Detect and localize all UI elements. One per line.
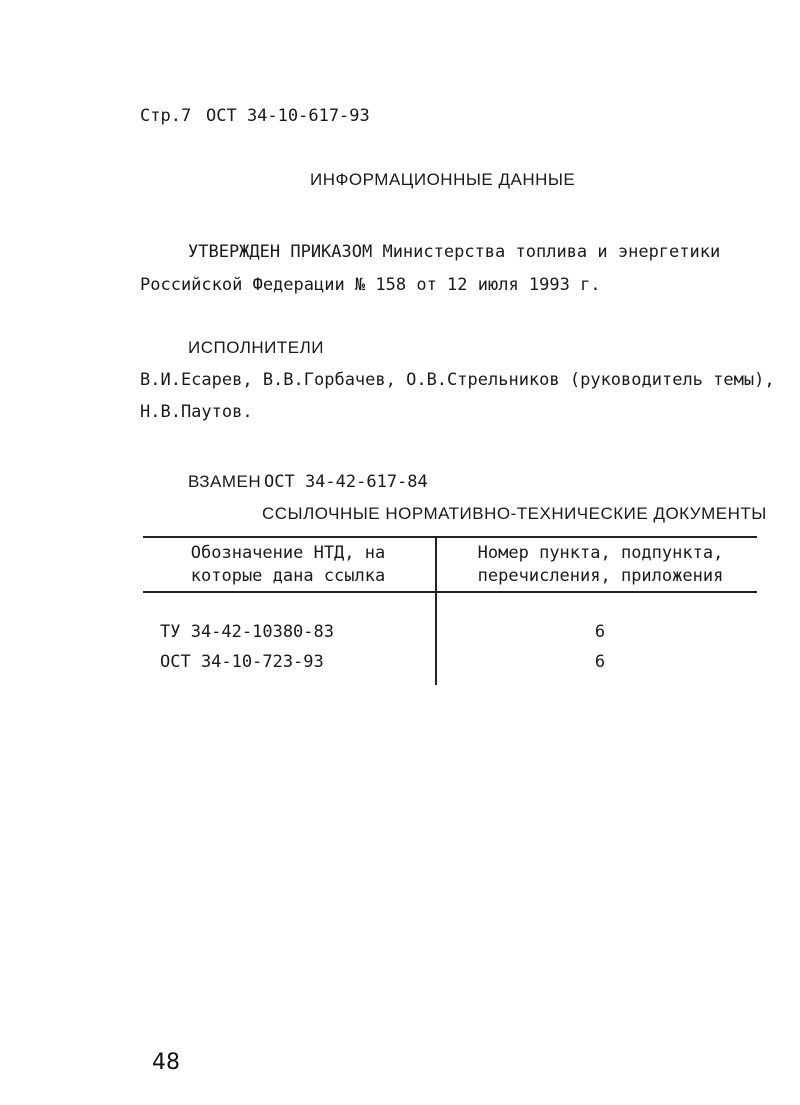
col2-header-line-2: перечисления, приложения <box>477 566 724 586</box>
page-number: 48 <box>152 1050 180 1075</box>
replaces-label: ВЗАМЕН <box>188 472 262 491</box>
performers-line-2: Н.В.Паутов. <box>140 402 253 422</box>
approved-line-1: УТВЕРЖДЕН ПРИКАЗОМ Министерства топлива и энергетики <box>188 242 721 262</box>
table-header-rule <box>143 591 757 593</box>
approved-line-2: Российской Федерации № 158 от 12 июля 1993 г. <box>140 275 601 295</box>
references-title: ССЫЛОЧНЫЕ НОРМАТИВНО-ТЕХНИЧЕСКИЕ ДОКУМЕНТЫ <box>262 504 767 523</box>
info-title: ИНФОРМАЦИОННЫЕ ДАННЫЕ <box>310 170 576 189</box>
page-ref: Стр.7 <box>140 106 192 126</box>
table-row-1-item: 6 <box>594 622 606 642</box>
table-row-1-designation: ТУ 34-42-10380-83 <box>160 622 334 642</box>
table-top-rule <box>143 536 757 538</box>
doc-code: ОСТ 34-10-617-93 <box>206 106 370 126</box>
replaces-value: ОСТ 34-42-617-84 <box>264 472 428 492</box>
table-column-divider <box>435 537 437 685</box>
col1-header-line-2: которые дана ссылка <box>190 566 386 586</box>
performers-heading: ИСПОЛНИТЕЛИ <box>188 338 324 357</box>
col1-header-line-1: Обозначение НТД, на <box>190 543 386 563</box>
table-row-2-designation: ОСТ 34-10-723-93 <box>160 652 324 672</box>
performers-line-1: В.И.Есарев, В.В.Горбачев, О.В.Стрельников (руководитель темы), <box>140 370 775 390</box>
table-row-2-item: 6 <box>594 652 606 672</box>
col2-header-line-1: Номер пункта, подпункта, <box>477 543 724 563</box>
